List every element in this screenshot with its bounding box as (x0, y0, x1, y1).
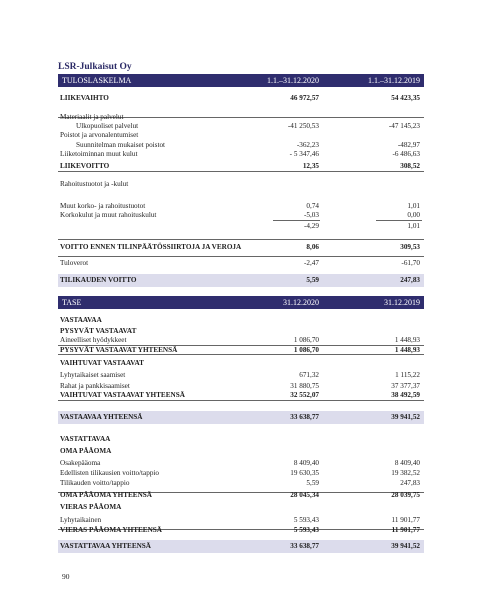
balance-row: Lyhytaikainen 5 593,43 11 901,77 (60, 516, 420, 524)
balance-col1: 31.12.2020 (283, 298, 319, 307)
balance-row: Edellisten tilikausien voitto/tappio 19 630,35 19 382,52 (60, 469, 420, 477)
income-row: Muut korko- ja rahoitustuotot 0,74 1,01 (60, 202, 420, 210)
balance-row: Aineelliset hyödykkeet 1 086,70 1 448,93 (60, 336, 420, 344)
income-col1: 1.1.–31.12.2020 (267, 76, 319, 85)
balance-row: VASTATTAVAA (60, 435, 111, 443)
income-row: Rahoitustuotot ja -kulut (60, 180, 129, 188)
balance-row: Tilikauden voitto/tappio 5,59 247,83 (60, 479, 420, 487)
rule (58, 171, 424, 172)
income-row: LIIKEVOITTO 12,35 308,52 (60, 162, 420, 170)
balance-row: VIERAS PÄÄOMA (60, 503, 122, 511)
income-row: Materiaalit ja palvelut (60, 113, 124, 121)
rule (58, 256, 424, 257)
income-row: Suunnitelman mukaiset poistot -362,23 -482,97 (76, 141, 420, 149)
income-row: TILIKAUDEN VOITTO 5,59 247,83 (60, 276, 420, 284)
balance-header (58, 296, 424, 309)
balance-row: Osakepääoma 8 409,40 8 409,40 (60, 459, 420, 467)
income-header (58, 74, 424, 87)
income-col2: 1.1.–31.12.2019 (368, 76, 420, 85)
balance-row: VASTAAVAA (60, 316, 102, 324)
income-row: Ulkopuoliset palvelut -41 250,53 -47 145,23 (76, 122, 420, 130)
income-row: Poistot ja arvonalentumiset (60, 131, 139, 139)
rule (58, 400, 424, 401)
balance-col2: 31.12.2019 (384, 298, 420, 307)
rule (58, 239, 424, 240)
income-row: Korkokulut ja muut rahoituskulut -5,03 0,00 (60, 211, 420, 219)
income-row: LIIKEVAIHTO 46 972,57 54 423,35 (60, 94, 420, 102)
balance-row: Lyhytaikaiset saamiset 671,32 1 115,22 (60, 371, 420, 379)
income-row: -4,29 1,01 (304, 222, 420, 230)
balance-row: VIERAS PÄÄOMA YHTEENSÄ 5 593,43 11 901,77 (60, 526, 420, 534)
balance-row: VAIHTUVAT VASTAAVAT (60, 359, 144, 367)
balance-title: TASE (62, 298, 82, 307)
balance-row: VASTATTAVAA YHTEENSÄ 33 638,77 39 941,52 (60, 542, 420, 550)
balance-row: Rahat ja pankkisaamiset 31 880,75 37 377,37 (60, 382, 420, 390)
balance-row: OMA PÄÄOMA YHTEENSÄ 28 045,34 28 039,75 (60, 491, 420, 499)
income-row: Liiketoiminnan muut kulut - 5 347,46 -6 486,63 (60, 150, 420, 158)
balance-row: OMA PÄÄOMA (60, 447, 112, 455)
balance-row: PYSYVÄT VASTAAVAT YHTEENSÄ 1 086,70 1 448,93 (60, 346, 420, 354)
income-row: Tuloverot -2,47 -61,70 (60, 259, 420, 267)
page-number: 90 (62, 572, 70, 581)
income-row: VOITTO ENNEN TILINPÄÄTÖSSIIRTOJA JA VEROJA 8,06 309,53 (60, 243, 420, 251)
income-title: TULOSLASKELMA (62, 76, 132, 85)
company-name: LSR-Julkaisut Oy (58, 62, 132, 72)
balance-row: VASTAAVAA YHTEENSÄ 33 638,77 39 941,52 (60, 413, 420, 421)
rule (273, 220, 320, 221)
rule (376, 220, 422, 221)
balance-row: VAIHTUVAT VASTAAVAT YHTEENSÄ 32 552,07 38 492,59 (60, 391, 420, 399)
balance-row: PYSYVÄT VASTAAVAT (60, 327, 137, 335)
